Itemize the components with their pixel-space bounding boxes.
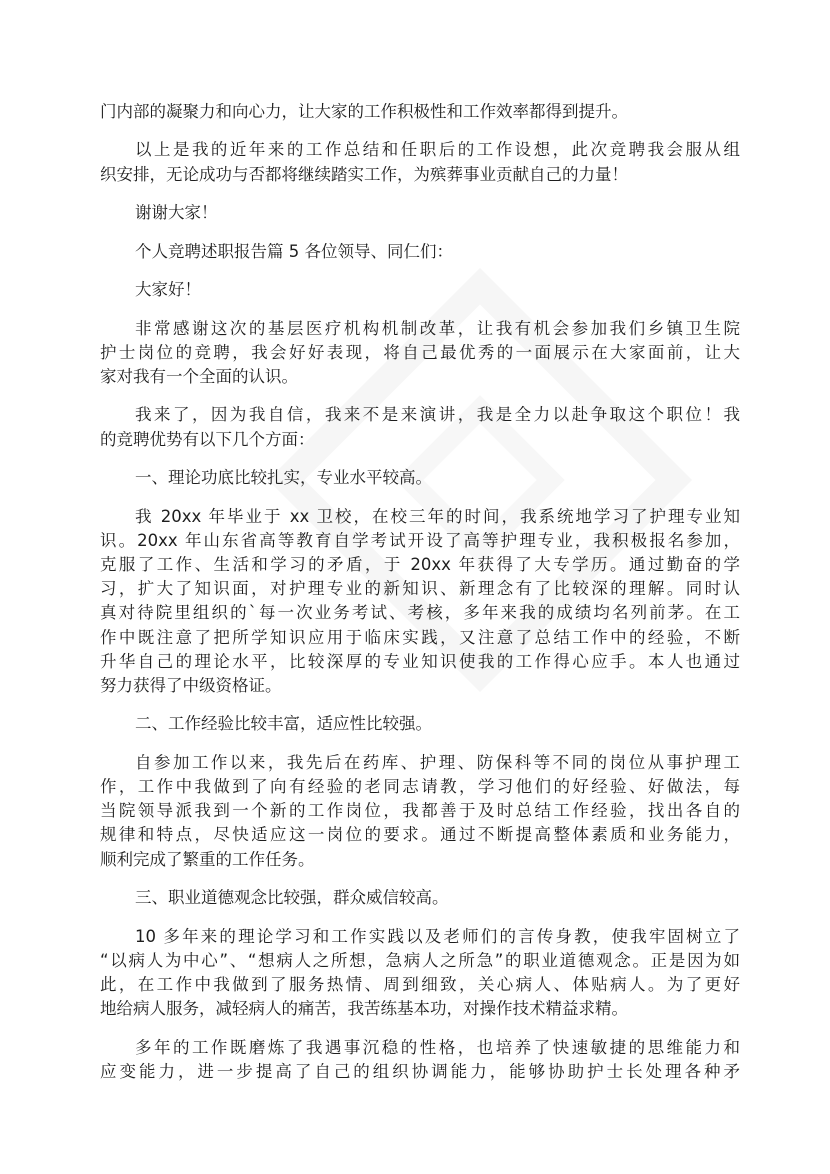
text-line: 作，工作中我做到了向有经验的老同志请教，学习他们的好经验、好做法，每: [100, 777, 740, 797]
paragraph: [100, 138, 740, 186]
text-line: 应变能力，进一步提高了自己的组织协调能力，能够协助护士长处理各种矛: [100, 1061, 740, 1081]
text-line: 我来了，因为我自信，我来不是来演讲，我是全力以赴争取这个职位！我: [135, 405, 740, 425]
text-line: 自参加工作以来，我先后在药库、护理、防保科等不同的岗位从事护理工: [135, 752, 740, 772]
text-line: 家对我有一个全面的认识。: [100, 366, 298, 386]
paragraph: [100, 100, 740, 124]
text-line: 当院领导派我到一个新的工作岗位，我都善于及时总结工作经验，找出各自的: [100, 801, 740, 821]
text-line: 规律和特点，尽快适应这一岗位的要求。通过不断提高整体素质和业务能力，: [100, 825, 740, 845]
text-line: 作中既注意了把所学知识应用于临床实践，又注意了总结工作中的经验，不断: [100, 627, 740, 647]
text-line: 10 多年来的理论学习和工作实践以及老师们的言传身教，使我牢固树立了: [135, 926, 740, 946]
paragraph: [100, 925, 740, 1022]
text-line: 门内部的凝聚力和向心力，让大家的工作积极性和工作效率都得到提升。: [100, 102, 628, 121]
text-line: “以病人为中心”、“想病人之所想，急病人之所急”的职业道德观念。正是因为如: [100, 950, 740, 970]
text-line: 顺利完成了繁重的工作任务。: [100, 849, 315, 869]
document-body: [100, 100, 740, 1098]
text-line: 克服了工作、生活和学习的矛盾，于 20xx 年获得了大专学历。通过勤奋的学: [100, 555, 740, 574]
text-line: 真对待院里组织的`每一次业务考试、考核，多年来我的成绩均名列前茅。在工: [100, 603, 740, 623]
paragraph: [100, 505, 740, 699]
text-line: 个人竞聘述职报告篇 5 各位领导、同仁们：: [135, 241, 453, 261]
text-line: 习，扩大了知识面，对护理专业的新知识、新理念有了比较深的理解。同时认: [100, 579, 740, 599]
paragraph: [100, 278, 740, 302]
text-line: 努力获得了中级资格证。: [100, 675, 282, 695]
text-line: 的竞聘优势有以下几个方面：: [100, 429, 315, 449]
paragraph: [100, 886, 740, 910]
paragraph: [100, 317, 740, 390]
text-line: 地给病人服务，减轻病人的痛苦，我苦练基本功，对操作技术精益求精。: [100, 999, 628, 1019]
text-line: 大家好！: [135, 280, 201, 300]
text-line: 护士岗位的竞聘，我会好好表现，将自己最优秀的一面展示在大家面前，让大: [100, 342, 740, 362]
paragraph: [100, 712, 740, 736]
text-line: 三、职业道德观念比较强，群众威信较高。: [135, 888, 449, 908]
text-line: 识。20xx 年山东省高等教育自学考试开设了高等护理专业，我积极报名参加，: [100, 530, 740, 550]
text-line: 多年的工作既磨炼了我遇事沉稳的性格，也培养了快速敏捷的思维能力和: [135, 1037, 740, 1057]
text-line: 我 20xx 年毕业于 xx 卫校，在校三年的时间，我系统地学习了护理专业知: [135, 506, 740, 526]
paragraph: [100, 240, 740, 264]
text-line: 织安排，无论成功与否都将继续踏实工作，为殡葬事业贡献自己的力量！: [100, 164, 628, 184]
text-line: 二、工作经验比较丰富，适应性比较强。: [135, 714, 432, 734]
text-line: 非常感谢这次的基层医疗机构机制改革，让我有机会参加我们乡镇卫生院: [135, 318, 740, 338]
paragraph: [100, 403, 740, 451]
paragraph: [100, 1036, 740, 1084]
paragraph: [100, 751, 740, 872]
paragraph: [100, 466, 740, 490]
text-line: 谢谢大家！: [135, 203, 218, 223]
text-line: 一、理论功底比较扎实，专业水平较高。: [135, 468, 432, 488]
text-line: 此，在工作中我做到了服务热情、周到细致，关心病人、体贴病人。为了更好: [100, 975, 740, 994]
text-line: 升华自己的理论水平，比较深厚的专业知识使我的工作得心应手。本人也通过: [100, 651, 740, 671]
text-line: 以上是我的近年来的工作总结和任职后的工作设想，此次竞聘我会服从组: [135, 140, 740, 160]
paragraph: [100, 201, 740, 225]
